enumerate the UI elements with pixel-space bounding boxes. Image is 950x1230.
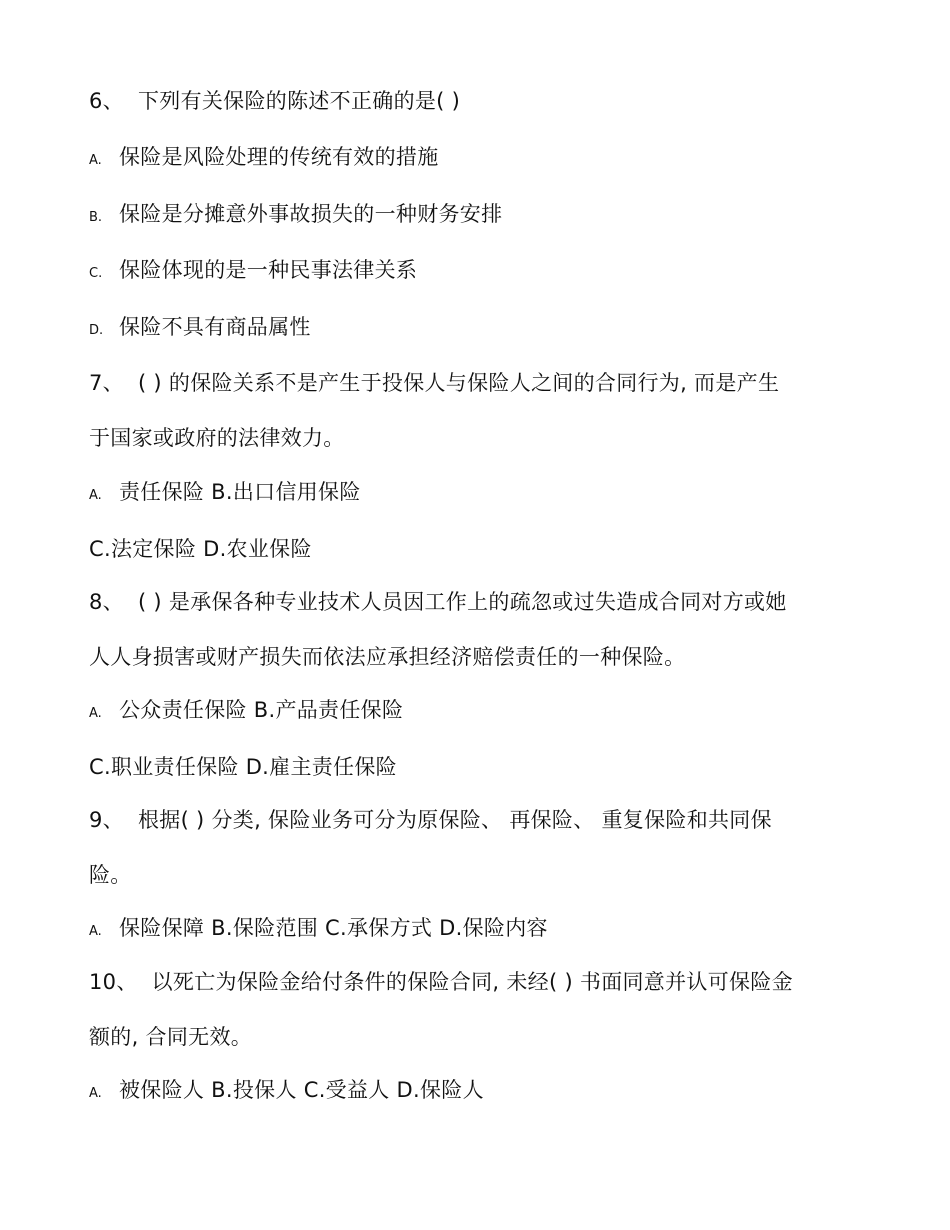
question-text: 于国家或政府的法律效力。 [89,426,345,450]
option-text: 公众责任保险 B.产品责任保险 [119,698,404,722]
question-9-stem-continued [89,861,132,889]
question-text: ( ) 是承保各种专业技术人员因工作上的疏忽或过失造成合同对方或她 [137,590,787,614]
question-8-options-ab [89,696,403,728]
question-number: 10、 [89,970,138,994]
option-text: 责任保险 B.出口信用保险 [119,480,361,504]
question-6-option-d [89,313,311,345]
question-text: 以死亡为保险金给付条件的保险合同, 未经( ) 书面同意并认可保险金 [151,970,793,994]
option-marker: A. [89,153,102,168]
question-6-stem [89,87,460,115]
question-6-option-c [89,256,417,288]
option-text: 保险体现的是一种民事法律关系 [119,258,418,282]
option-marker: A. [89,706,102,721]
question-8-stem [89,588,787,616]
question-8-options-cd [89,753,397,781]
question-number: 8、 [89,590,124,614]
question-6-option-b [89,200,502,232]
question-7-options-cd [89,535,312,563]
question-10-stem [89,968,793,996]
question-text: 人人身损害或财产损失而依法应承担经济赔偿责任的一种保险。 [89,645,686,669]
option-text: C.职业责任保险 D.雇主责任保险 [89,755,397,779]
option-marker: A. [89,488,102,503]
question-10-options [89,1076,484,1108]
option-marker: A. [89,1086,102,1101]
question-text: 险。 [89,863,132,887]
question-text: 下列有关保险的陈述不正确的是( ) [137,89,461,113]
option-text: 被保险人 B.投保人 C.受益人 D.保险人 [119,1078,484,1102]
question-9-options [89,914,548,946]
question-8-stem-continued [89,643,685,671]
question-7-options-ab [89,478,361,510]
question-6-option-a [89,143,439,175]
question-text: 额的, 合同无效。 [89,1025,253,1049]
option-marker: A. [89,924,102,939]
question-10-stem-continued [89,1023,252,1051]
question-number: 7、 [89,371,124,395]
option-text: 保险是分摊意外事故损失的一种财务安排 [119,202,503,226]
option-text: 保险不具有商品属性 [119,315,311,339]
question-text: ( ) 的保险关系不是产生于投保人与保险人之间的合同行为, 而是产生 [137,371,780,395]
option-marker: C. [89,266,103,281]
question-number: 6、 [89,89,124,113]
question-9-stem [89,806,772,834]
option-text: C.法定保险 D.农业保险 [89,537,312,561]
question-number: 9、 [89,808,124,832]
option-text: 保险是风险处理的传统有效的措施 [119,145,439,169]
question-7-stem-continued [89,424,345,452]
option-marker: D. [89,323,104,338]
option-marker: B. [89,210,103,225]
question-7-stem [89,369,779,397]
question-text: 根据( ) 分类, 保险业务可分为原保险、 再保险、 重复保险和共同保 [137,808,772,832]
option-text: 保险保障 B.保险范围 C.承保方式 D.保险内容 [119,916,548,940]
